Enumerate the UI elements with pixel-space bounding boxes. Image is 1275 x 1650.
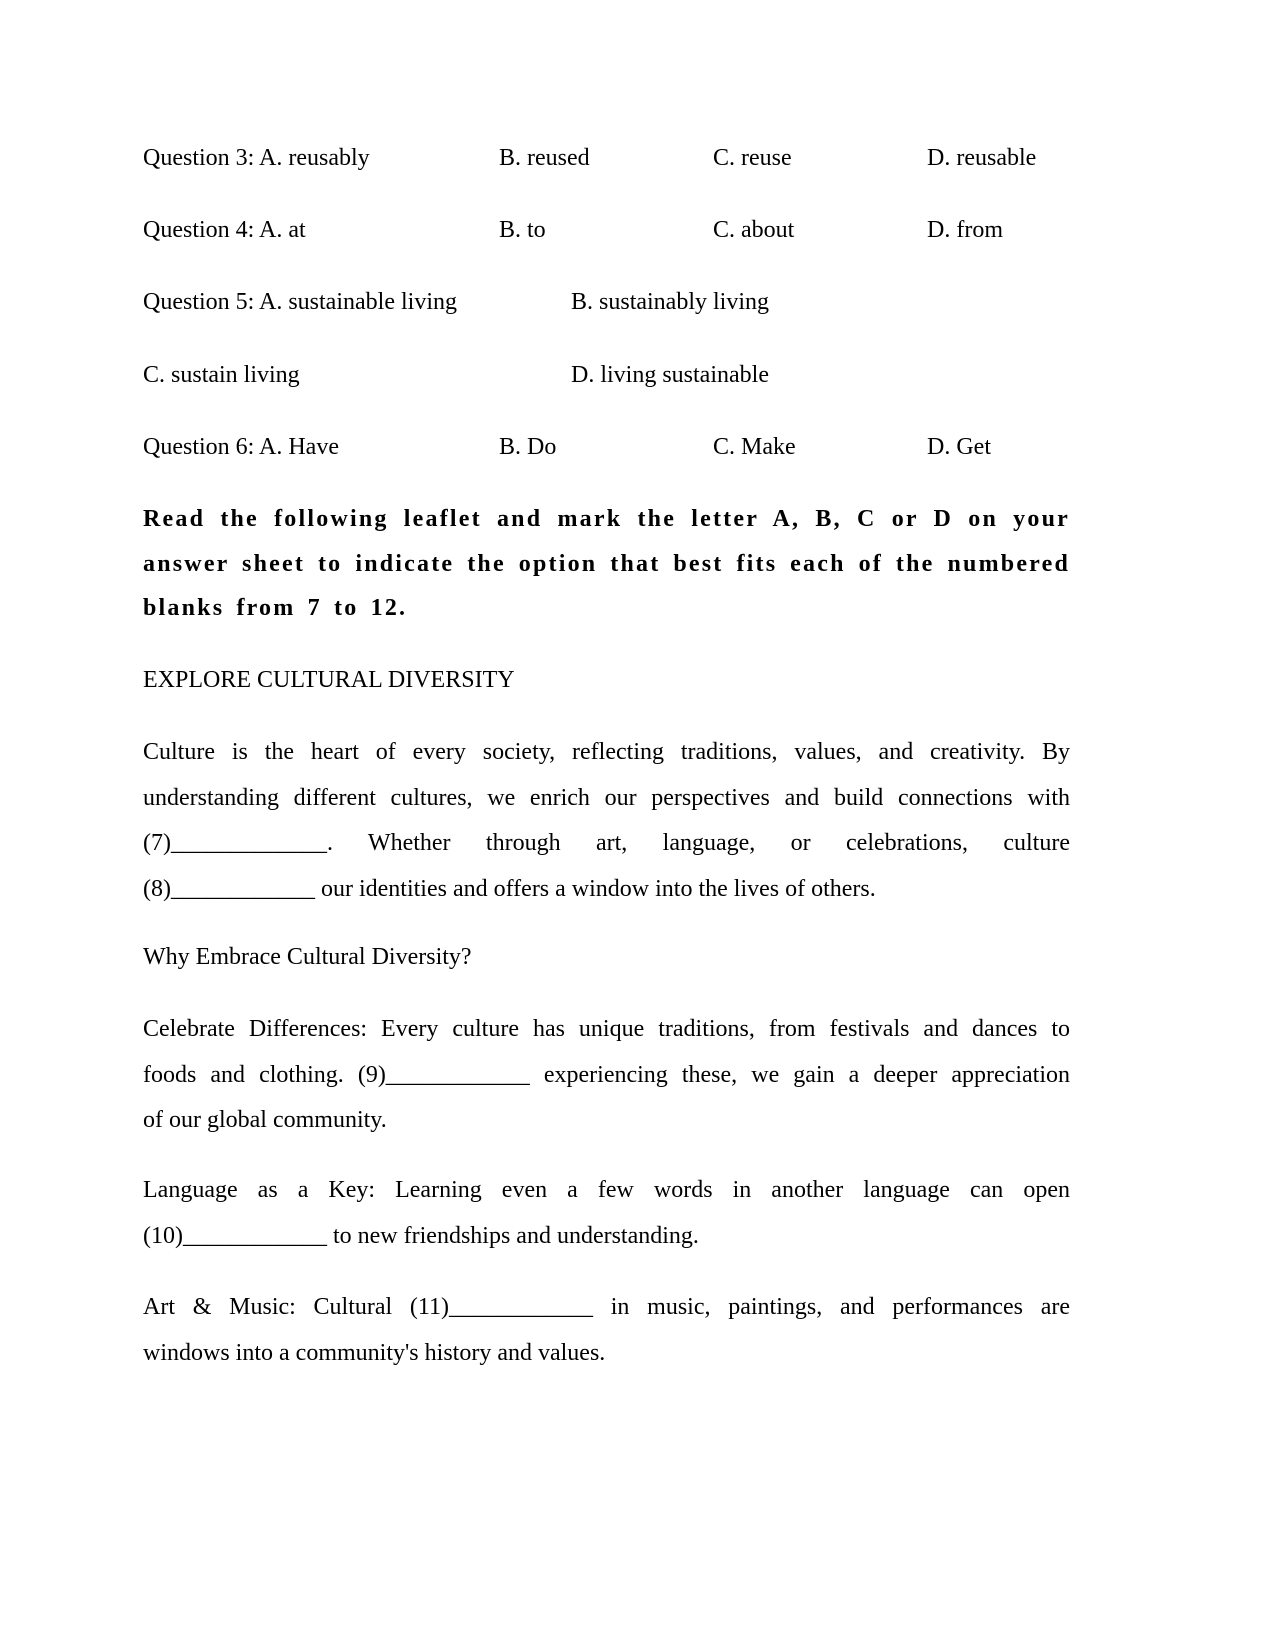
intro-line-2: understanding different cultures, we enrich our perspectives and build connections with	[143, 784, 1070, 811]
question-5-option-b: B. sustainably living	[571, 289, 769, 315]
question-6-option-a: Question 6: A. Have	[143, 434, 339, 460]
question-5-option-c: C. sustain living	[143, 362, 300, 388]
question-4-option-b: B. to	[499, 217, 546, 243]
language-key-paragraph	[143, 1168, 1070, 1259]
question-5-row-1	[143, 287, 1070, 317]
question-5-option-a: Question 5: A. sustainable living	[143, 289, 457, 315]
celebrate-differences-paragraph	[143, 1007, 1070, 1144]
language-line-1: Language as a Key: Learning even a few words in another language can open	[143, 1177, 1070, 1203]
question-5-option-d: D. living sustainable	[571, 362, 769, 388]
question-5-row-2	[143, 360, 1070, 390]
intro-line-4-blank-8: (8)____________ our identities and offers a window into the lives of others.	[143, 875, 876, 902]
question-4-row	[143, 215, 1070, 245]
question-6-option-d: D. Get	[927, 434, 991, 460]
question-4-option-a: Question 4: A. at	[143, 217, 306, 243]
celebrate-line-1: Celebrate Differences: Every culture has unique traditions, from festivals and dances to	[143, 1016, 1070, 1042]
question-3-option-d: D. reusable	[927, 145, 1037, 171]
leaflet-intro-paragraph	[143, 730, 1070, 912]
reading-instruction: Read the following leaflet and mark the letter A, B, C or D on your answer sheet to indicate the option that best fits each of the numbered blanks from 7 to 12.	[143, 506, 1070, 621]
question-6-option-b: B. Do	[499, 434, 557, 460]
art-music-paragraph	[143, 1285, 1070, 1376]
art-line-2: windows into a community's history and values.	[143, 1339, 606, 1366]
question-6-option-c: C. Make	[713, 434, 796, 460]
why-embrace-heading: Why Embrace Cultural Diversity?	[143, 944, 472, 970]
celebrate-line-3: of our global community.	[143, 1107, 387, 1133]
question-4-option-d: D. from	[927, 217, 1003, 243]
question-3-row	[143, 143, 1070, 173]
art-line-1-blank-11: Art & Music: Cultural (11)____________ in music, paintings, and performances are	[143, 1294, 1070, 1320]
question-3-option-b: B. reused	[499, 145, 590, 171]
question-3-option-a: Question 3: A. reusably	[143, 145, 370, 171]
question-4-option-c: C. about	[713, 217, 795, 243]
question-6-row	[143, 432, 1070, 462]
celebrate-line-2-blank-9: foods and clothing. (9)____________ experiencing these, we gain a deeper appreciation	[143, 1061, 1070, 1088]
question-3-option-c: C. reuse	[713, 145, 792, 171]
language-line-2-blank-10: (10)____________ to new friendships and understanding.	[143, 1222, 699, 1249]
leaflet-title: EXPLORE CULTURAL DIVERSITY	[143, 667, 515, 693]
intro-line-1: Culture is the heart of every society, reflecting traditions, values, and creativity. By	[143, 739, 1070, 765]
intro-line-3-blank-7: (7)_____________. Whether through art, language, or celebrations, culture	[143, 830, 1070, 856]
